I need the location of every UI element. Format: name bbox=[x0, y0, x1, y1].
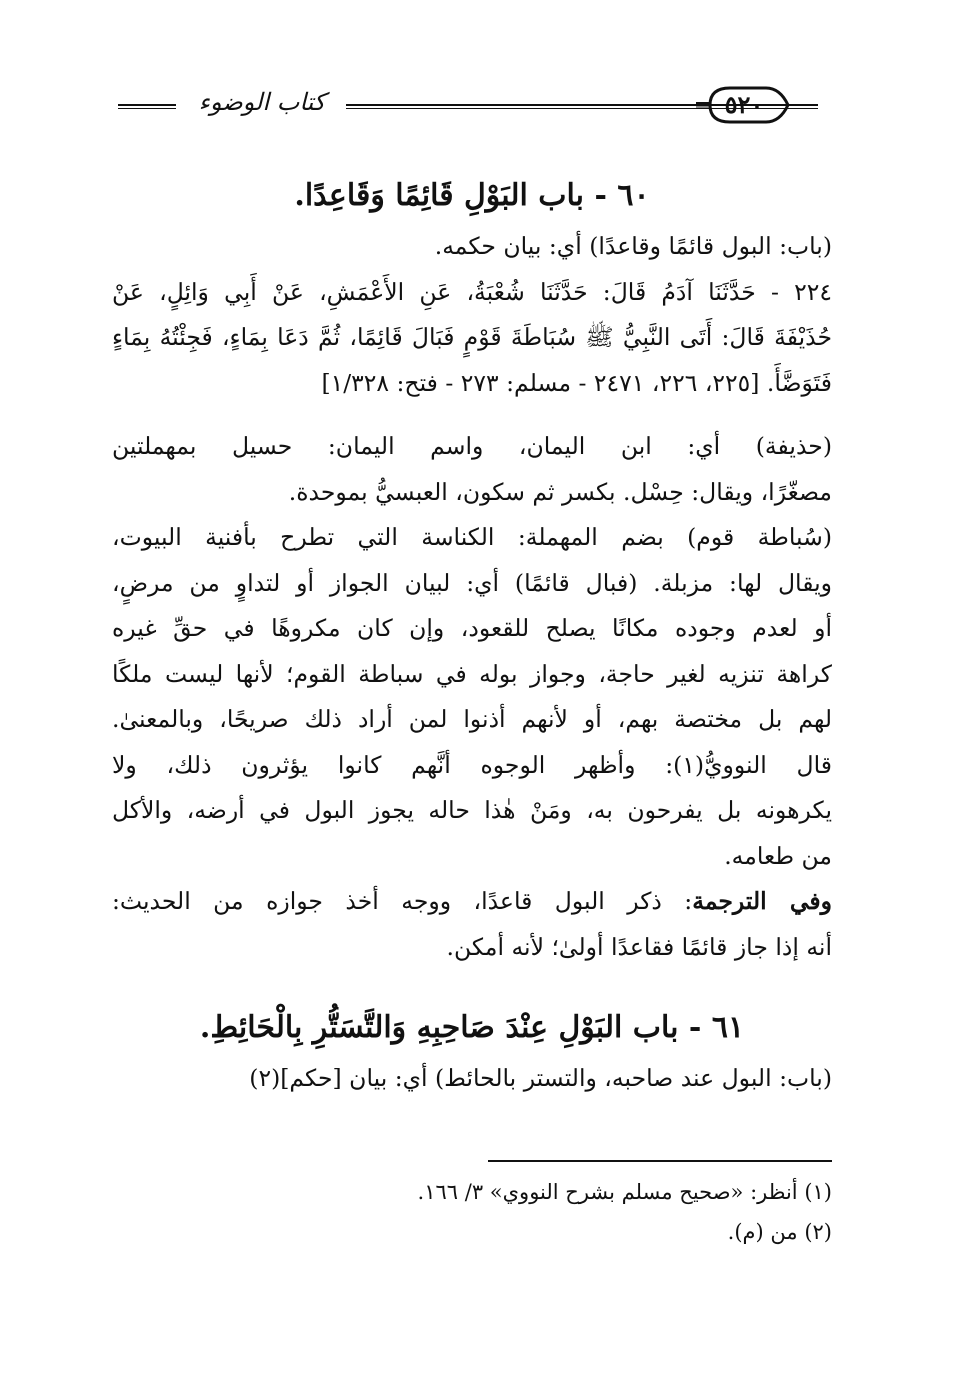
tarjama-line bbox=[112, 879, 832, 925]
text-line: قال النوويُّ(١): وأظهر الوجوه أنَّهم كانوا يؤثرون ذلك، ولا bbox=[112, 750, 832, 779]
text-line: (سُباطة قوم) بضم المهملة: الكناسة التي تطرح بأفنية البيوت، bbox=[112, 523, 832, 551]
footnotes bbox=[112, 1172, 832, 1252]
hadith-line: ٢٢٤ - حَدَّثَنَا آدَمُ قَالَ: حَدَّثَنَا شُعْبَةُ، عَنِ الأَعْمَشِ، عَنْ أَبِي وَائِلٍ، عَنْ bbox=[112, 277, 832, 306]
text-line: كراهة تنزيه لغير حاجة، وجواز بوله في سباطة القوم؛ لأنها ليست ملكًا bbox=[112, 659, 832, 688]
chapter-60-heading: ٦٠ - باب البَوْلِ قَائِمًا وَقَاعِدًا. bbox=[294, 178, 650, 213]
main-text bbox=[112, 168, 832, 1102]
hadith-line: فَتَوَضَّأَ. [٢٢٥، ٢٢٦، ٢٤٧١ - مسلم: ٢٧٣ - فتح: ١/٣٢٨] bbox=[321, 368, 832, 397]
footnote-divider bbox=[488, 1160, 832, 1162]
tarjama-label: وفي الترجمة bbox=[692, 887, 833, 915]
text-line: (باب: البول قائمًا وقاعدًا) أي: بيان حكمه. bbox=[434, 232, 832, 260]
page-number-badge bbox=[696, 84, 792, 126]
footnote-1: (١) أنظر: «صحيح مسلم بشرح النووي» ٣/ ١٦٦. bbox=[417, 1180, 832, 1204]
spacer bbox=[112, 970, 832, 1000]
text-line: أو لعدم وجوده مكانًا يصلح للقعود، وإن كان مكروهًا في حقِّ غيره bbox=[112, 614, 832, 642]
running-header bbox=[118, 84, 830, 130]
text-line: (باب: البول عند صاحبه، والتستر بالحائط) أي: بيان [حكم](٢) bbox=[249, 1064, 832, 1092]
text-line: يكرهونه بل يفرحون به، ومَنْ هٰذا حاله يجوز البول في أرضه، والأكل bbox=[112, 796, 832, 824]
text-line: من طعامه. bbox=[724, 841, 832, 870]
text-line: مصغّرًا، ويقال: حِسْل. بكسر ثم سكون، العبسيُّ بموحدة. bbox=[288, 477, 832, 506]
running-title: كتاب الوضوء bbox=[198, 88, 326, 116]
page-number: ٥٢٠ bbox=[724, 90, 764, 119]
spacer bbox=[112, 406, 832, 424]
hadith-line: حُذَيْفَةَ قَالَ: أَتَى النَّبِيُّ ﷺ سُبَاطَةَ قَوْمٍ فَبَالَ قَائِمًا، ثُمَّ دَعَا بِمَاءٍ، فَجِئْتُهُ بِمَاءٍ bbox=[112, 323, 832, 351]
text-line: (حذيفة) أي: ابن اليمان، واسم اليمان: حسيل بمهملتين bbox=[112, 432, 832, 460]
footnote-2: (٢) من (م). bbox=[727, 1220, 832, 1244]
tarjama-text: : ذكر البول قاعدًا، ووجه أخذ جوازه من الحديث: bbox=[112, 887, 693, 915]
header-rule-left bbox=[118, 104, 176, 109]
text-line: لهم بل مختصة بهم، أو لأنهم أذنوا لمن أراد ذلك صريحًا، وبالمعنىٰ. bbox=[112, 705, 832, 733]
text-line: ويقال لها: مزبلة. (فبال قائمًا) أي: لبيان الجواز أو لتداوٍ من مرضٍ، bbox=[112, 568, 832, 597]
chapter-61-heading: ٦١ - باب البَوْلِ عِنْدَ صَاحِبِهِ وَالتَّسَتُّرِ بِالْحَائِطِ. bbox=[199, 1010, 745, 1045]
text-line: أنه إذا جاز قائمًا فقاعدًا أولىٰ؛ لأنه أمكن. bbox=[446, 932, 832, 961]
